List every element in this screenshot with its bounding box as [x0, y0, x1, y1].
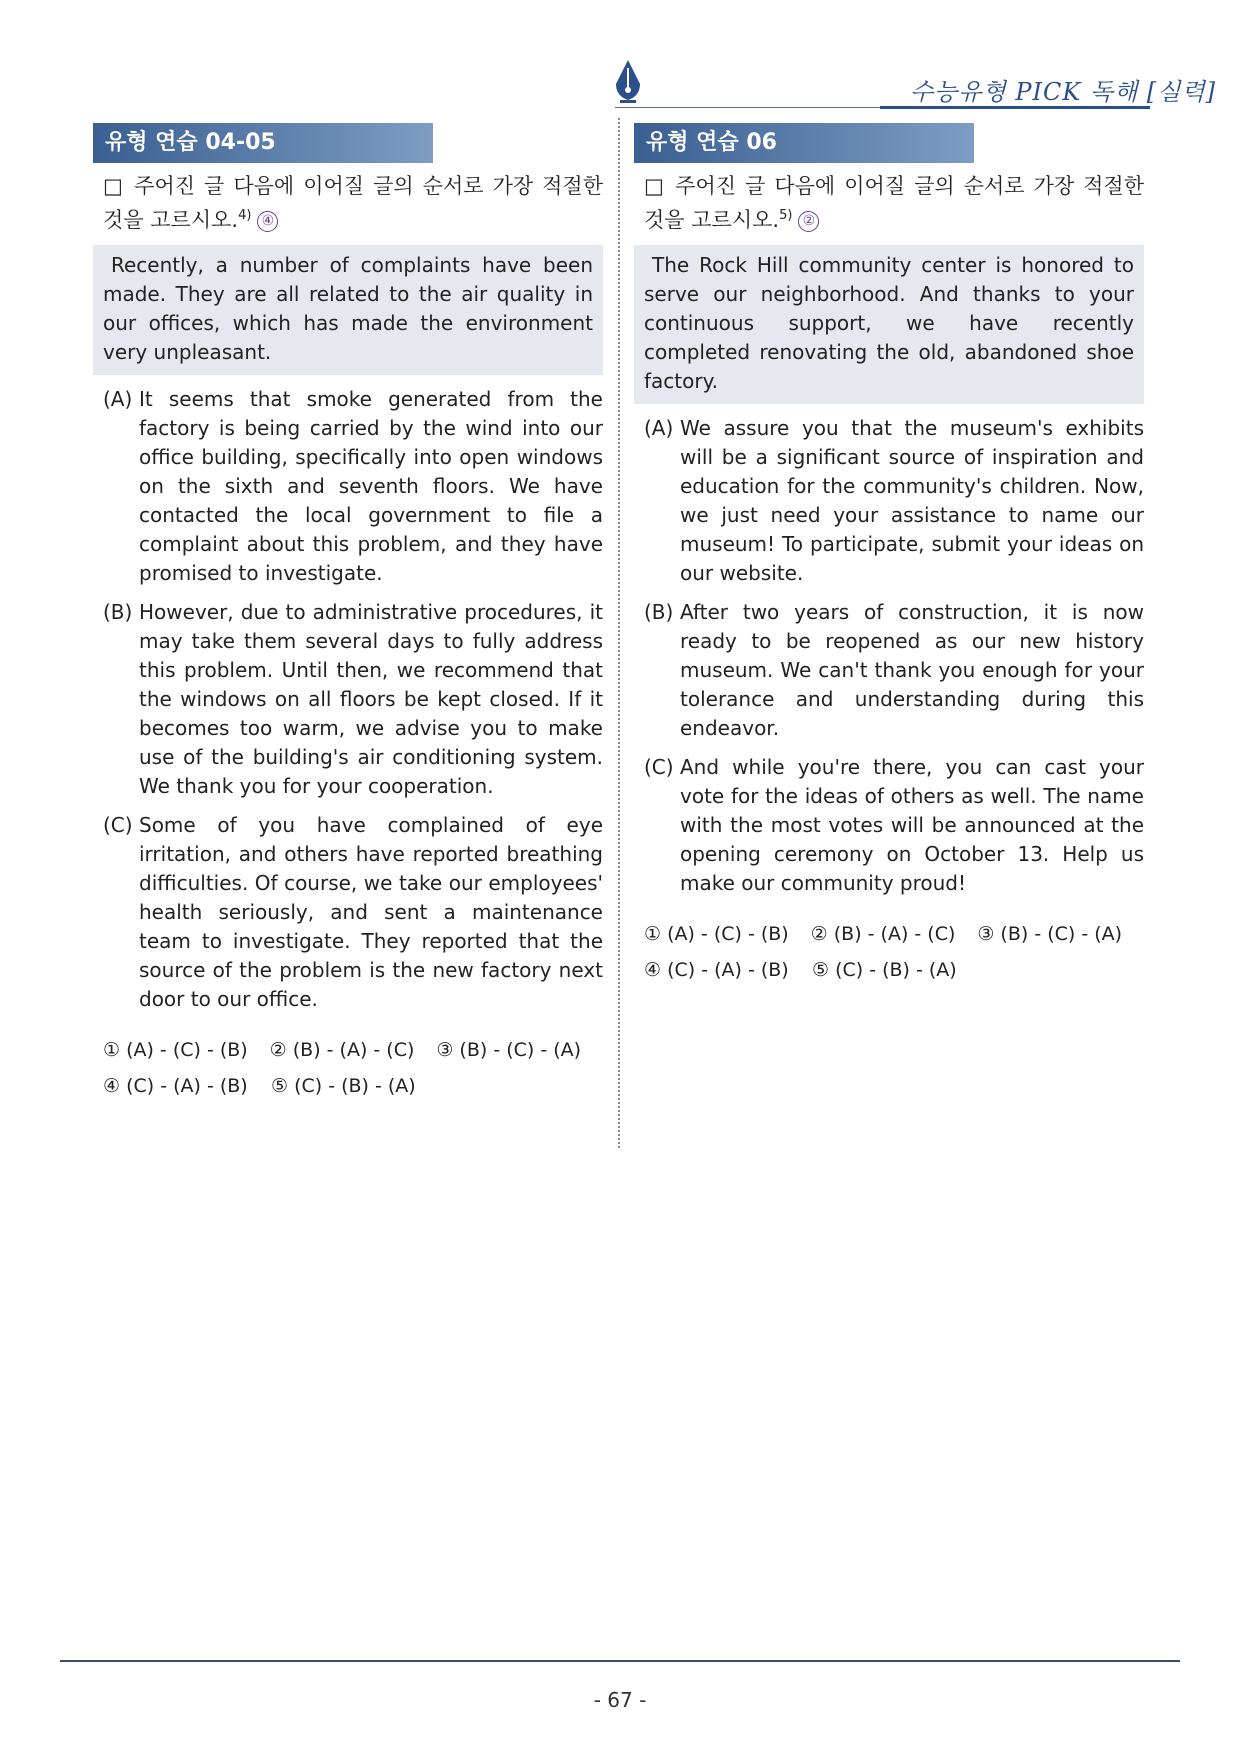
- part-label: (C): [103, 813, 133, 837]
- exercise-04-05: [93, 123, 603, 1104]
- passage-part-b: [644, 598, 1144, 743]
- answer-choices: [644, 916, 1144, 988]
- part-label: (A): [644, 416, 674, 440]
- footer-rule: [60, 1660, 1180, 1662]
- part-label: (B): [103, 600, 133, 624]
- given-passage: The Rock Hill community center is honored to serve our neighborhood. And thanks to your continuous support, we have recently completed renovating the old, abandoned shoe factory.: [634, 245, 1144, 404]
- answer-mark: ②: [798, 211, 819, 232]
- part-text: We assure you that the museum's exhibits will be a significant source of inspiration and education for the community's children. Now, we just need your assistance to name our museum! To participate, submit your ideas on our website.: [680, 416, 1144, 585]
- part-label: (A): [103, 387, 133, 411]
- choice-1[interactable]: ① (A) - (C) - (B): [644, 923, 789, 945]
- part-label: (B): [644, 600, 674, 624]
- question-text: □ 주어진 글 다음에 이어질 글의 순서로 가장 적절한 것을 고르시오.: [103, 174, 603, 232]
- choice-5[interactable]: ⑤ (C) - (B) - (A): [271, 1075, 416, 1097]
- passage-part-c: [103, 811, 603, 1014]
- passage-part-a: [103, 385, 603, 588]
- part-text: And while you're there, you can cast your vote for the ideas of others as well. The name with the most votes will be announced at the opening ceremony on October 13. Help us make our community proud!: [680, 755, 1144, 895]
- choice-3[interactable]: ③ (B) - (C) - (A): [436, 1039, 582, 1061]
- passage-part-c: [644, 753, 1144, 898]
- question-prompt: [103, 171, 603, 235]
- section-title: 유형 연습 06: [634, 123, 974, 163]
- question-prompt: [644, 171, 1144, 235]
- passage-part-a: [644, 414, 1144, 588]
- given-passage: Recently, a number of complaints have been made. They are all related to the air quality in our offices, which has made the environment very unpleasant.: [93, 245, 603, 375]
- choice-2[interactable]: ② (B) - (A) - (C): [269, 1039, 415, 1061]
- part-text: It seems that smoke generated from the factory is being carried by the wind into our office building, specifically into open windows on the sixth and seventh floors. We have contacted the local government to file a complaint about this problem, and they have promised to investigate.: [139, 387, 603, 585]
- part-label: (C): [644, 755, 674, 779]
- footnote-marker: 5): [779, 208, 793, 223]
- page-number: - 67 -: [593, 1688, 647, 1712]
- choice-4[interactable]: ④ (C) - (A) - (B): [103, 1075, 248, 1097]
- choice-5[interactable]: ⑤ (C) - (B) - (A): [812, 959, 957, 981]
- header-brand-title: 수능유형 PICK 독해 [실력]: [910, 78, 1217, 106]
- question-text: □ 주어진 글 다음에 이어질 글의 순서로 가장 적절한 것을 고르시오.: [644, 174, 1144, 232]
- footnote-marker: 4): [238, 208, 252, 223]
- section-title: 유형 연습 04-05: [93, 123, 433, 163]
- choice-3[interactable]: ③ (B) - (C) - (A): [977, 923, 1123, 945]
- part-text: However, due to administrative procedures, it may take them several days to fully address this problem. Until then, we recommend that the windows on all floors be kept closed. If it becomes too warm, we advise you to make use of the building's air conditioning system. We thank you for your cooperation.: [139, 600, 603, 798]
- passage-part-b: [103, 598, 603, 801]
- column-divider: [618, 118, 620, 1148]
- choice-2[interactable]: ② (B) - (A) - (C): [810, 923, 956, 945]
- part-text: Some of you have complained of eye irritation, and others have reported breathing difficulties. Of course, we take our employees' health seriously, and sent a maintenance team to investigate. They reported that the source of the problem is the new factory next door to our office.: [139, 813, 603, 1011]
- header-rule-accent: [880, 106, 1150, 109]
- choice-1[interactable]: ① (A) - (C) - (B): [103, 1039, 248, 1061]
- exercise-06: [634, 123, 1144, 988]
- answer-mark: ④: [257, 211, 278, 232]
- choice-4[interactable]: ④ (C) - (A) - (B): [644, 959, 789, 981]
- part-text: After two years of construction, it is now ready to be reopened as our new history museum. We can't thank you enough for your tolerance and understanding during this endeavor.: [680, 600, 1144, 740]
- answer-choices: [103, 1032, 603, 1104]
- fountain-pen-nib-icon: [612, 58, 644, 104]
